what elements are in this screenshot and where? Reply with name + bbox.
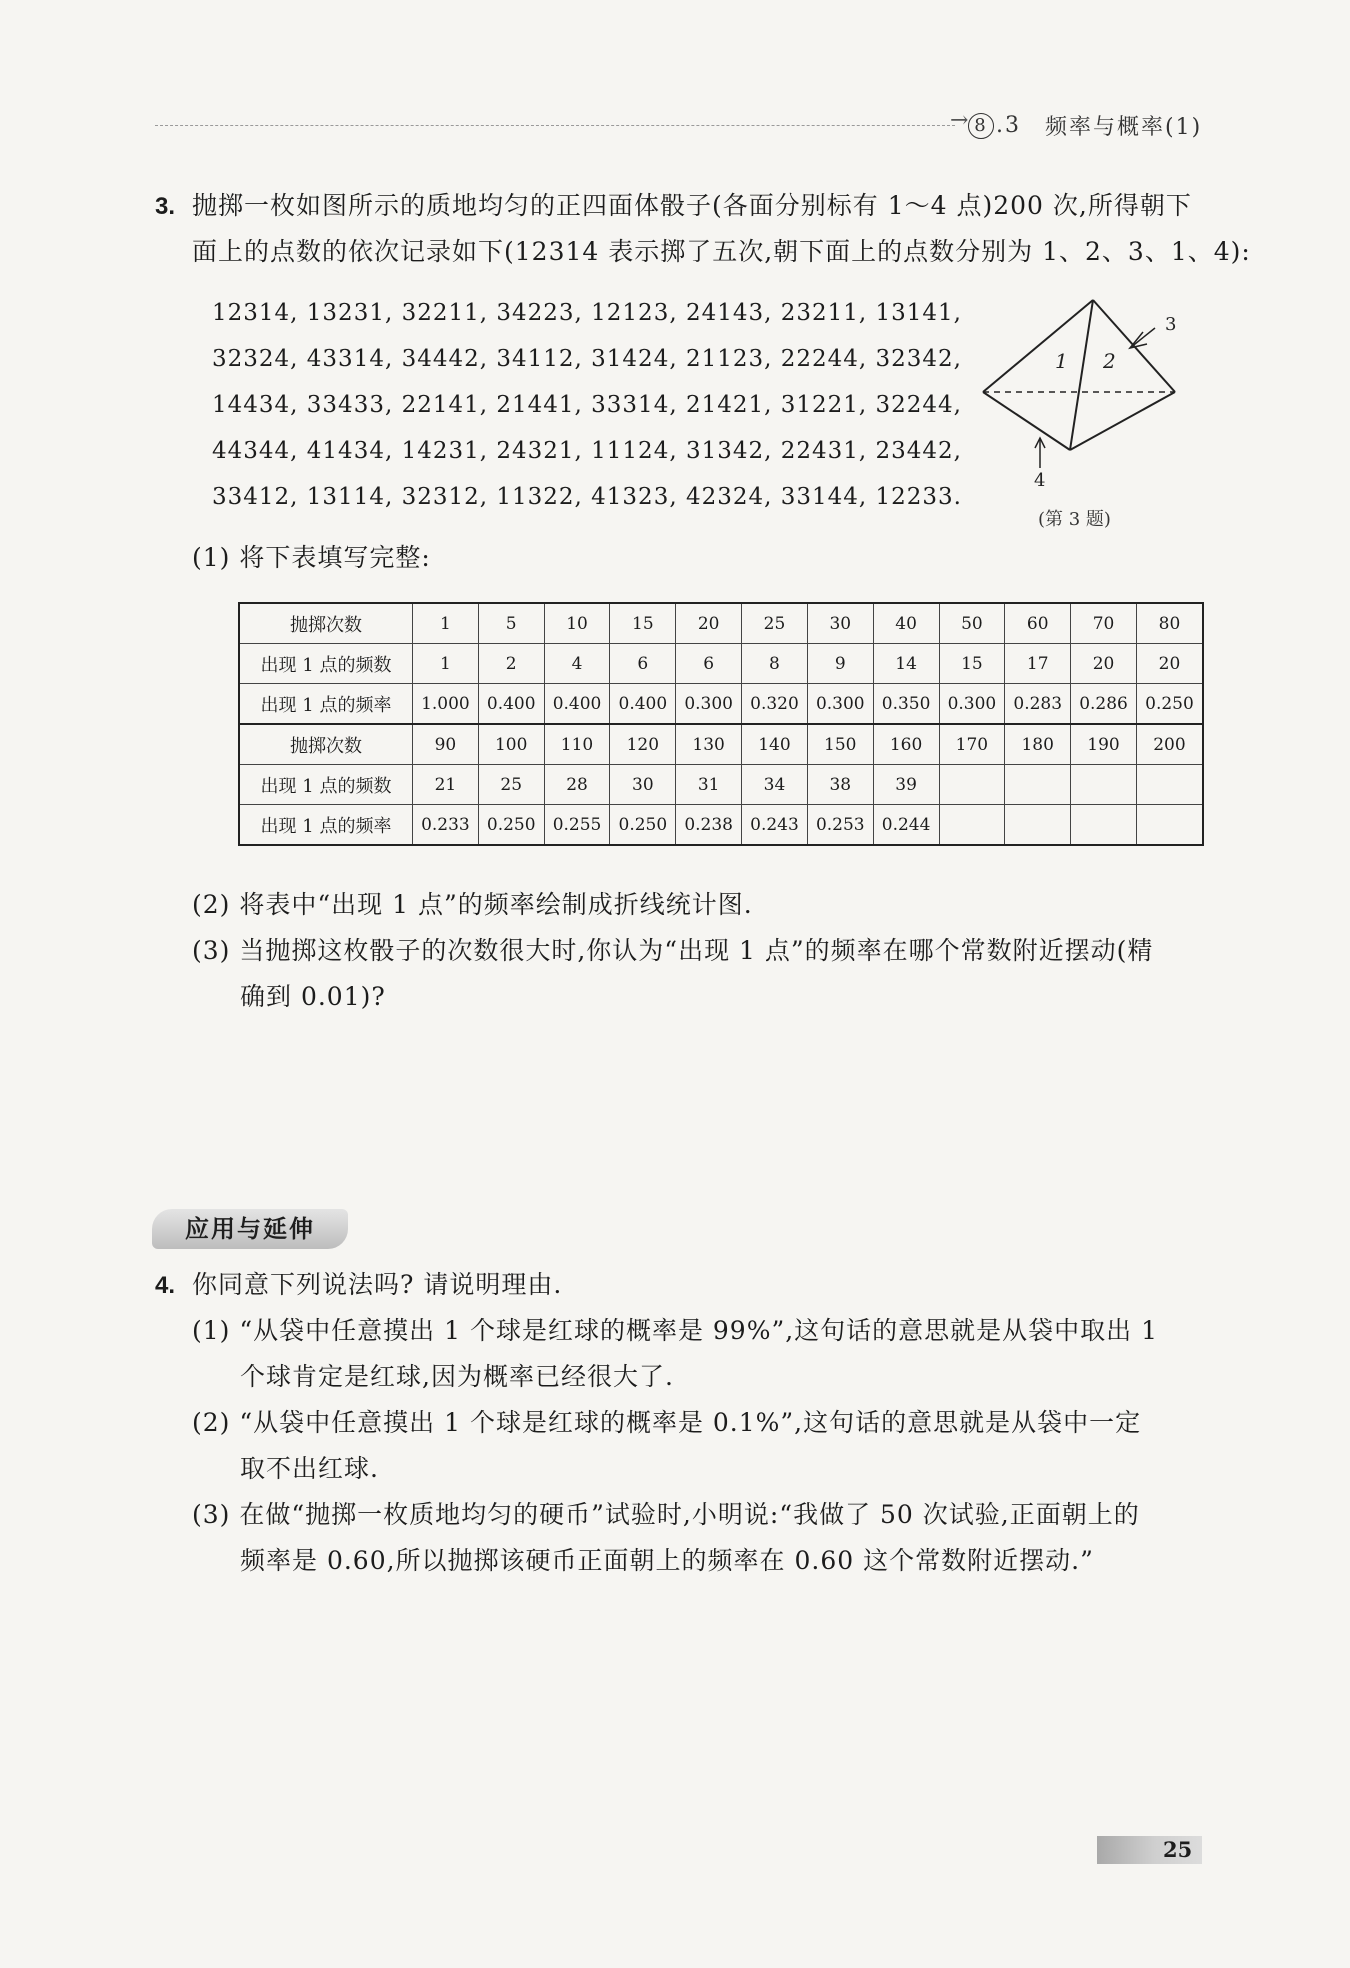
face-label-2: 2 bbox=[1103, 349, 1116, 373]
section-suffix: .3 bbox=[996, 113, 1021, 138]
table-cell: 30 bbox=[807, 603, 873, 644]
table-cell: 0.300 bbox=[676, 684, 742, 725]
sequence-block bbox=[212, 290, 962, 520]
row-header: 抛掷次数 bbox=[239, 603, 413, 644]
table-cell: 0.283 bbox=[1005, 684, 1071, 725]
table-cell: 34 bbox=[742, 765, 808, 805]
face-label-1: 1 bbox=[1055, 349, 1068, 373]
table-row bbox=[239, 603, 1203, 644]
table-cell: 80 bbox=[1136, 603, 1203, 644]
table-cell: 200 bbox=[1136, 724, 1203, 765]
sequence-row: 33412, 13114, 32312, 11322, 41323, 42324, 33144, 12233. bbox=[212, 484, 962, 510]
table-cell: 90 bbox=[413, 724, 479, 765]
table-cell: 0.243 bbox=[742, 805, 808, 846]
table-cell: 20 bbox=[1136, 644, 1203, 684]
edge bbox=[983, 300, 1093, 392]
header-title: 频率与概率(1) bbox=[1045, 115, 1203, 140]
q4-p3-line2: 频率是 0.60,所以抛掷该硬币正面朝上的频率在 0.60 这个常数附近摆动.” bbox=[240, 1546, 1094, 1575]
table-cell: 20 bbox=[676, 603, 742, 644]
sequence-row: 32324, 43314, 34442, 34112, 31424, 21123, 22244, 32342, bbox=[212, 346, 962, 372]
q4-p2-line1: (2) “从袋中任意摸出 1 个球是红球的概率是 0.1%”,这句话的意思就是从袋中一定 bbox=[192, 1408, 1142, 1437]
face-label-4: 4 bbox=[1034, 470, 1046, 490]
table-cell: 150 bbox=[807, 724, 873, 765]
table-row bbox=[239, 684, 1203, 725]
table-cell: 2 bbox=[478, 644, 544, 684]
table-cell: 39 bbox=[873, 765, 939, 805]
sequence-row: 44344, 41434, 14231, 24321, 11124, 31342, 22431, 23442, bbox=[212, 438, 962, 464]
table-cell: 0.255 bbox=[544, 805, 610, 846]
table-row bbox=[239, 765, 1203, 805]
q4-p1-line1: (1) “从袋中任意摸出 1 个球是红球的概率是 99%”,这句话的意思就是从袋中取出 1 bbox=[192, 1316, 1159, 1345]
running-header bbox=[968, 110, 1202, 141]
table-cell: 0.238 bbox=[676, 805, 742, 846]
table-cell: 170 bbox=[939, 724, 1005, 765]
table-cell: 0.286 bbox=[1071, 684, 1137, 725]
sequence-row: 14434, 33433, 22141, 21441, 33314, 21421, 31221, 32244, bbox=[212, 392, 962, 418]
edge bbox=[1070, 300, 1093, 450]
table-cell: 21 bbox=[413, 765, 479, 805]
figure-caption: (第 3 题) bbox=[1038, 509, 1111, 530]
table-row bbox=[239, 644, 1203, 684]
table-cell: 31 bbox=[676, 765, 742, 805]
table-cell bbox=[1136, 805, 1203, 846]
table-cell: 9 bbox=[807, 644, 873, 684]
table-cell: 0.320 bbox=[742, 684, 808, 725]
table-cell: 5 bbox=[478, 603, 544, 644]
header-rule bbox=[155, 125, 955, 126]
q3-part3-line2: 确到 0.01)? bbox=[240, 982, 386, 1011]
question-3-number: 3. bbox=[155, 193, 176, 220]
table-cell: 25 bbox=[742, 603, 808, 644]
table-cell: 0.253 bbox=[807, 805, 873, 846]
table-cell: 4 bbox=[544, 644, 610, 684]
page-number: 25 bbox=[1163, 1837, 1193, 1862]
table-cell: 25 bbox=[478, 765, 544, 805]
table-cell bbox=[1071, 765, 1137, 805]
q4-p3-line1: (3) 在做“抛掷一枚质地均匀的硬币”试验时,小明说:“我做了 50 次试验,正面朝上的 bbox=[192, 1500, 1140, 1529]
table-cell: 15 bbox=[939, 644, 1005, 684]
row-header: 出现 1 点的频率 bbox=[239, 805, 413, 846]
arrow-head-3 bbox=[1130, 332, 1147, 348]
table-cell: 10 bbox=[544, 603, 610, 644]
table-cell: 130 bbox=[676, 724, 742, 765]
table-cell: 60 bbox=[1005, 603, 1071, 644]
table-cell: 190 bbox=[1071, 724, 1137, 765]
table-cell: 70 bbox=[1071, 603, 1137, 644]
table-cell: 28 bbox=[544, 765, 610, 805]
table-cell bbox=[1071, 805, 1137, 846]
table-cell: 100 bbox=[478, 724, 544, 765]
table-cell: 0.233 bbox=[413, 805, 479, 846]
q3-part2: (2) 将表中“出现 1 点”的频率绘制成折线统计图. bbox=[192, 890, 753, 919]
table-cell: 0.400 bbox=[610, 684, 676, 725]
row-header: 抛掷次数 bbox=[239, 724, 413, 765]
table-cell: 0.250 bbox=[478, 805, 544, 846]
table-cell: 20 bbox=[1071, 644, 1137, 684]
table-cell bbox=[939, 805, 1005, 846]
edge bbox=[1093, 300, 1175, 392]
q3-part3-line1: (3) 当抛掷这枚骰子的次数很大时,你认为“出现 1 点”的频率在哪个常数附近摆动(精 bbox=[192, 936, 1154, 965]
table-cell: 160 bbox=[873, 724, 939, 765]
table-row bbox=[239, 805, 1203, 846]
edge bbox=[1070, 392, 1175, 450]
row-header: 出现 1 点的频数 bbox=[239, 644, 413, 684]
table-cell: 0.244 bbox=[873, 805, 939, 846]
table-cell: 0.250 bbox=[1136, 684, 1203, 725]
q4-intro: 你同意下列说法吗? 请说明理由. bbox=[192, 1270, 563, 1299]
table-cell: 1 bbox=[413, 603, 479, 644]
q3-line1: 抛掷一枚如图所示的质地均匀的正四面体骰子(各面分别标有 1～4 点)200 次,所得朝下 bbox=[192, 191, 1192, 220]
table-cell: 50 bbox=[939, 603, 1005, 644]
table-cell: 180 bbox=[1005, 724, 1071, 765]
table-cell: 8 bbox=[742, 644, 808, 684]
table-row bbox=[239, 724, 1203, 765]
q3-part1: (1) 将下表填写完整: bbox=[192, 543, 431, 572]
question-4-number: 4. bbox=[155, 1272, 176, 1299]
table-cell: 17 bbox=[1005, 644, 1071, 684]
table-cell: 0.400 bbox=[478, 684, 544, 725]
table-cell: 1.000 bbox=[413, 684, 479, 725]
q4-p2-line2: 取不出红球. bbox=[240, 1454, 379, 1483]
table-cell bbox=[939, 765, 1005, 805]
table-cell: 14 bbox=[873, 644, 939, 684]
table-cell: 38 bbox=[807, 765, 873, 805]
table-cell: 140 bbox=[742, 724, 808, 765]
table-cell: 15 bbox=[610, 603, 676, 644]
header-arrow-icon: → bbox=[950, 108, 969, 133]
table-cell: 110 bbox=[544, 724, 610, 765]
table-cell: 40 bbox=[873, 603, 939, 644]
table-cell: 1 bbox=[413, 644, 479, 684]
table-cell: 30 bbox=[610, 765, 676, 805]
table-cell: 120 bbox=[610, 724, 676, 765]
row-header: 出现 1 点的频数 bbox=[239, 765, 413, 805]
table-cell bbox=[1136, 765, 1203, 805]
table-cell bbox=[1005, 805, 1071, 846]
table-cell: 0.400 bbox=[544, 684, 610, 725]
tetrahedron-figure bbox=[975, 290, 1195, 490]
sequence-row: 12314, 13231, 32211, 34223, 12123, 24143, 23211, 13141, bbox=[212, 300, 962, 326]
frequency-table bbox=[238, 602, 1204, 846]
table-cell: 0.350 bbox=[873, 684, 939, 725]
section-badge: 应用与延伸 bbox=[152, 1209, 348, 1249]
q3-line2: 面上的点数的依次记录如下(12314 表示掷了五次,朝下面上的点数分别为 1、2、3、1、4): bbox=[192, 237, 1251, 266]
table-cell: 6 bbox=[676, 644, 742, 684]
table-cell: 0.300 bbox=[807, 684, 873, 725]
row-header: 出现 1 点的频率 bbox=[239, 684, 413, 725]
table-cell: 0.250 bbox=[610, 805, 676, 846]
edge bbox=[983, 392, 1070, 450]
face-label-3: 3 bbox=[1165, 314, 1177, 335]
table-cell: 6 bbox=[610, 644, 676, 684]
table-cell bbox=[1005, 765, 1071, 805]
q4-p1-line2: 个球肯定是红球,因为概率已经很大了. bbox=[240, 1362, 674, 1391]
chapter-circle-number: 8 bbox=[968, 113, 994, 139]
table-cell: 0.300 bbox=[939, 684, 1005, 725]
